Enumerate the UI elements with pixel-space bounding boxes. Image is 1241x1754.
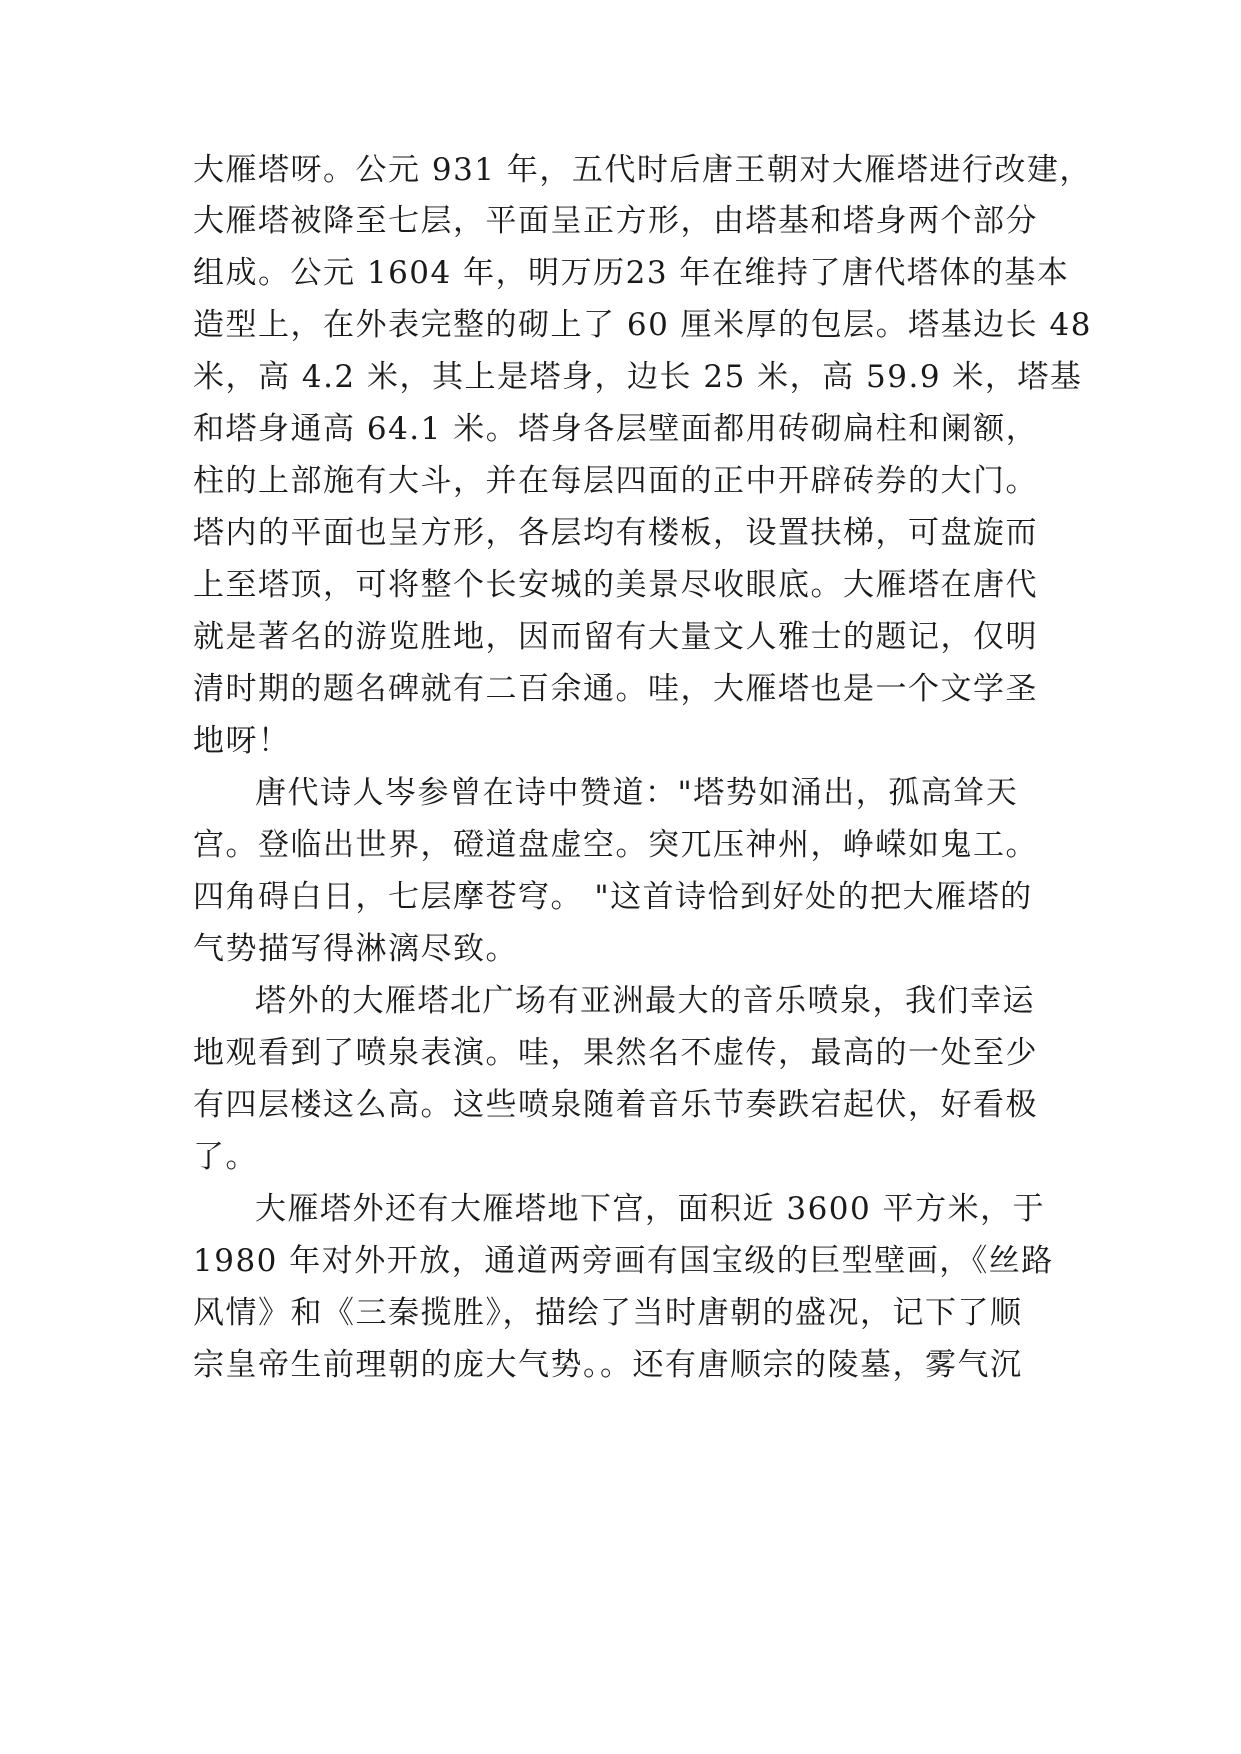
text-line: 有四层楼这么高。这些喷泉随着音乐节奏跌宕起伏，好看极 [193, 1087, 1038, 1123]
text-line: 大雁塔呀。公元 931 年，五代时后唐王朝对大雁塔进行改建， [193, 152, 1092, 188]
text-line: 清时期的题名碑就有二百余通。哇，大雁塔也是一个文学圣 [193, 671, 1038, 707]
paragraph-first-line: 唐代诗人岑参曾在诗中赞道："塔势如涌出，孤高耸天 [255, 775, 1019, 811]
text-line: 米，高 4.2 米，其上是塔身，边长 25 米，高 59.9 米，塔基 [193, 359, 1083, 395]
text-line: 风情》和《三秦揽胜》，描绘了当时唐朝的盛况，记下了顺 [193, 1295, 1023, 1331]
text-line: 地呀！ [193, 723, 291, 759]
text-line: 大雁塔被降至七层，平面呈正方形，由塔基和塔身两个部分 [193, 203, 1038, 239]
text-line: 塔内的平面也呈方形，各层均有楼板，设置扶梯，可盘旋而 [193, 515, 1038, 551]
text-line: 了。 [193, 1139, 258, 1175]
text-line: 宫。登临出世界，磴道盘虚空。突兀压神州，峥嵘如鬼工。 [193, 827, 1038, 863]
text-line: 造型上，在外表完整的砌上了 60 厘米厚的包层。塔基边长 48 [193, 307, 1092, 343]
text-line: 1980 年对外开放，通道两旁画有国宝级的巨型壁画，《丝路 [193, 1243, 1054, 1279]
text-line: 就是著名的游览胜地，因而留有大量文人雅士的题记，仅明 [193, 619, 1038, 655]
paragraph-first-line: 大雁塔外还有大雁塔地下宫，面积近 3600 平方米，于 [255, 1191, 1046, 1227]
text-line: 组成。公元 1604 年，明万历23 年在维持了唐代塔体的基本 [193, 255, 1070, 291]
text-line: 四角碍白日，七层摩苍穹。 "这首诗恰到好处的把大雁塔的 [193, 879, 1033, 915]
text-line: 宗皇帝生前理朝的庞大气势。。还有唐顺宗的陵墓，雾气沉 [193, 1347, 1023, 1383]
text-line: 上至塔顶，可将整个长安城的美景尽收眼底。大雁塔在唐代 [193, 567, 1038, 603]
text-line: 地观看到了喷泉表演。哇，果然名不虚传，最高的一处至少 [193, 1035, 1038, 1071]
text-line: 柱的上部施有大斗，并在每层四面的正中开辟砖券的大门。 [193, 463, 1038, 499]
text-line: 和塔身通高 64.1 米。塔身各层壁面都用砖砌扁柱和阑额， [193, 411, 1039, 447]
paragraph-first-line: 塔外的大雁塔北广场有亚洲最大的音乐喷泉，我们幸运 [255, 983, 1035, 1019]
text-line: 气势描写得淋漓尽致。 [193, 931, 518, 967]
